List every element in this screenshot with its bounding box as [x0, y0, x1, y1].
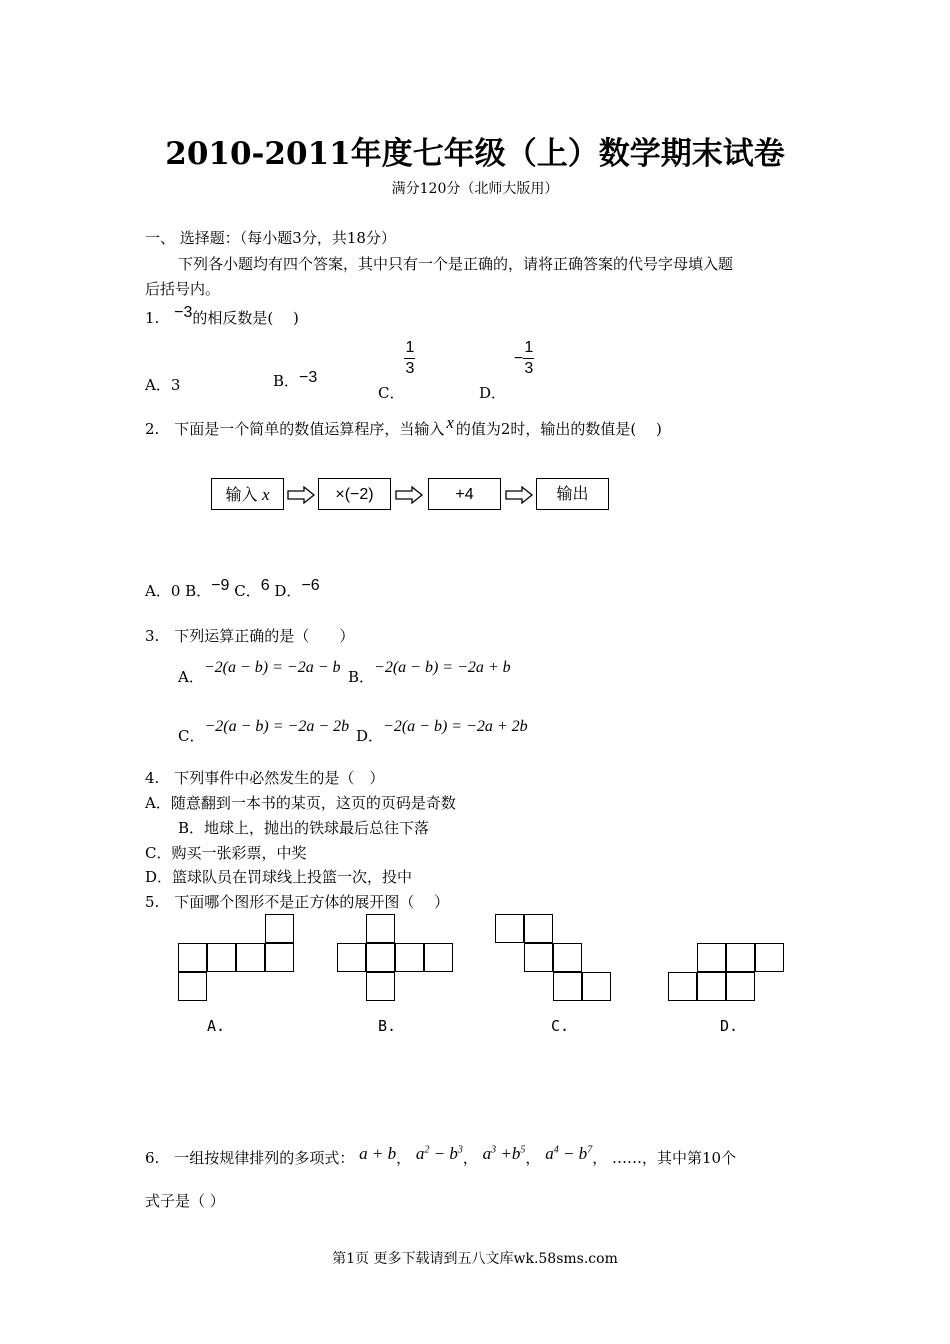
flow-input-label: 输入: [225, 487, 262, 504]
q1-d-fraction: [523, 340, 534, 377]
q1-c-label: C．: [378, 383, 405, 402]
flow-input-var: x: [261, 485, 270, 504]
q1-c-fraction: [404, 340, 415, 377]
q1-a-value: 3: [170, 376, 181, 394]
q3-option-a: [178, 659, 341, 687]
q6-text-after: ，其中第10个: [641, 1149, 737, 1167]
q2-text-before: 2. 下面是一个简单的数值运算程序，当输入: [145, 420, 445, 438]
q3-option-b: [348, 659, 511, 687]
q6-term-1: a + b: [359, 1144, 397, 1163]
q1-b-value: −3: [299, 369, 318, 386]
q4-option-d: D．篮球队员在罚球线上投篮一次，投中: [145, 868, 413, 886]
q6-separator: ，: [525, 1149, 541, 1167]
q6-term-3: $a^3 +b^5$: [482, 1144, 526, 1163]
flow-arrow-icon: [287, 486, 315, 504]
flow-box-input: [211, 478, 284, 510]
q2-variable: x: [446, 413, 454, 432]
q6-separator: ，: [396, 1149, 412, 1167]
q1-option-d: [479, 339, 534, 402]
q6-term-4: $a^4 - b^7$: [545, 1144, 593, 1163]
q3-a-expr: −2(a − b) = −2a − b: [203, 659, 341, 676]
q2-d-value: −6: [301, 577, 320, 594]
instruction-line-2: 后括号内。: [145, 280, 221, 298]
figure-label-c: C.: [551, 1017, 570, 1035]
q3-b-label: B．: [348, 668, 375, 686]
q3-option-d: [356, 718, 528, 746]
question-1: [145, 304, 299, 328]
q4-option-a: A．随意翻到一本书的某页，这页的页码是奇数: [145, 794, 456, 812]
q3-d-expr: −2(a − b) = −2a + 2b: [383, 718, 528, 735]
flow-box-multiply: ×(−2): [318, 478, 391, 510]
q6-line-2: 式子是（ ）: [145, 1192, 225, 1210]
flow-box-output: 输出: [536, 478, 609, 510]
q2-c-value: 6: [260, 577, 270, 594]
q1-option-b: [273, 370, 317, 391]
q4-option-c: C．购买一张彩票，中奖: [145, 844, 307, 862]
page-footer: 第1页 更多下载请到五八文库wk.58sms.com: [332, 1251, 618, 1267]
question-3: 3. 下列运算正确的是（ ）: [145, 627, 355, 645]
flow-box-add: +4: [428, 478, 501, 510]
q1-d-label: D．: [479, 383, 507, 402]
q2-d-label: D．: [274, 582, 302, 600]
page-title: 2010-2011年度七年级（上）数学期末试卷: [165, 136, 785, 172]
q3-a-label: A．: [178, 668, 204, 686]
section-heading: 一、 选择题：（每小题3分，共18分）: [145, 229, 396, 247]
q6-separator: ，: [462, 1149, 478, 1167]
q3-c-label: C．: [178, 727, 205, 745]
q4-option-b: B．地球上，抛出的铁球最后总往下落: [178, 819, 430, 837]
figure-label-b: B.: [378, 1017, 397, 1035]
page-subtitle: 满分120分（北师大版用）: [391, 181, 559, 197]
q2-c-label: C．: [234, 582, 261, 600]
q2-text-after: 的值为2时，输出的数值是( ): [455, 420, 662, 438]
q1-d-denominator: 3: [524, 360, 534, 377]
q1-option-a: [145, 374, 180, 395]
q1-c-numerator: 1: [405, 339, 415, 356]
q1-a-label: A．: [145, 376, 171, 394]
q2-b-value: −9: [211, 577, 230, 594]
q6-text-before: 6. 一组按规律排列的多项式：: [145, 1149, 355, 1167]
q3-b-expr: −2(a − b) = −2a + b: [374, 659, 511, 676]
q2-a-value: 0: [170, 582, 181, 600]
question-4: 4. 下列事件中必然发生的是（ ）: [145, 769, 385, 787]
flow-arrow-icon: [505, 486, 533, 504]
q1-c-denominator: 3: [405, 360, 415, 377]
q2-options: [145, 577, 320, 601]
q3-d-label: D．: [356, 727, 384, 745]
q1-d-numerator: 1: [524, 339, 534, 356]
q1-expr: −3: [174, 304, 193, 321]
q6-term-2: $a^2 - b^3$: [415, 1144, 463, 1163]
q1-text: 的相反数是( ): [192, 309, 299, 327]
q2-b-label: B．: [185, 582, 212, 600]
q6-ellipsis: ……: [611, 1149, 642, 1167]
q1-b-label: B．: [273, 372, 300, 390]
q3-option-c: [178, 718, 350, 746]
figure-label-d: D.: [720, 1017, 739, 1035]
question-6: [145, 1144, 737, 1168]
q1-option-c: [378, 339, 415, 402]
instruction-line-1: 下列各小题均有四个答案，其中只有一个是正确的，请将正确答案的代号字母填入题: [178, 255, 734, 273]
question-2: [145, 413, 662, 439]
q1-d-sign: −: [514, 349, 524, 367]
question-5: 5. 下面哪个图形不是正方体的展开图（ ）: [145, 893, 450, 911]
q2-a-label: A．: [145, 582, 171, 600]
q3-c-expr: −2(a − b) = −2a − 2b: [204, 718, 350, 735]
q1-number: 1.: [145, 309, 160, 327]
figure-label-a: A.: [207, 1017, 226, 1035]
q6-separator: ，: [592, 1149, 608, 1167]
flow-arrow-icon: [395, 486, 423, 504]
